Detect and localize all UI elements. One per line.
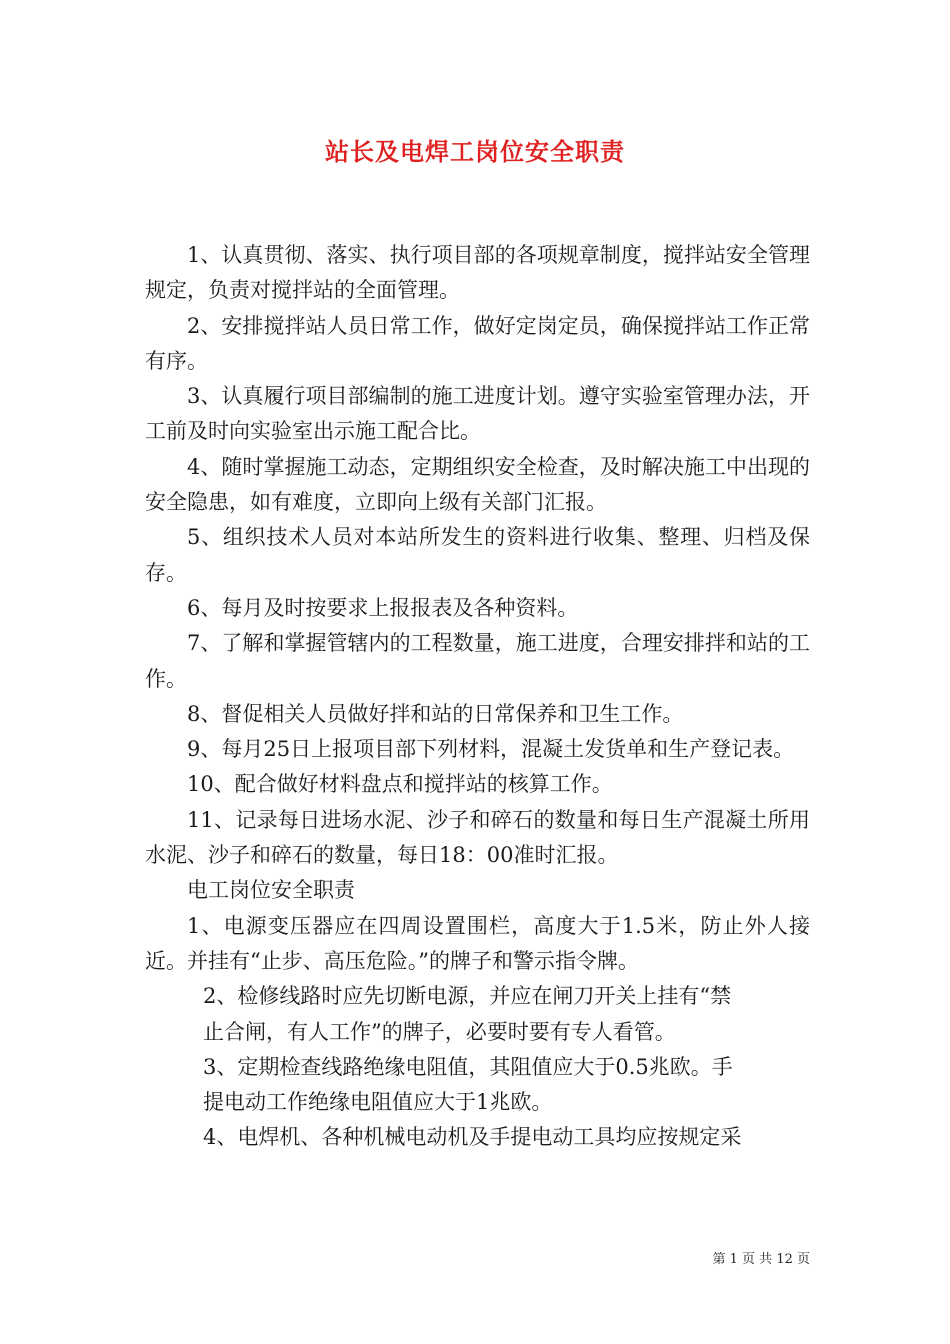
- paragraph-11: 11、记录每日进场水泥、沙子和碎石的数量和每日生产混凝土所用水泥、沙子和碎石的数量，每日18：00准时汇报。: [145, 807, 810, 868]
- electrician-item-2: [145, 979, 783, 1050]
- paragraph-3: 3、认真履行项目部编制的施工进度计划。遵守实验室管理办法，开工前及时向实验室出示施工配合比。: [145, 384, 810, 444]
- electrician-item-2-line2: 止合闸，有人工作”的牌子，必要时要有专人看管。: [203, 1019, 676, 1044]
- document-body: [145, 238, 810, 1156]
- paragraph-4: 4、随时掌握施工动态，定期组织安全检查，及时解决施工中出现的安全隐患，如有难度，立即向上级有关部门汇报。: [145, 454, 810, 515]
- electrician-item-4-line1: 4、电焊机、各种机械电动机及手提电动工具均应按规定采: [203, 1125, 742, 1150]
- paragraph-10: 10、配合做好材料盘点和搅拌站的核算工作。: [187, 772, 613, 797]
- electrician-item-3: [145, 1050, 783, 1121]
- paragraph-2: 2、安排搅拌站人员日常工作，做好定岗定员，确保搅拌站工作正常有序。: [145, 313, 810, 373]
- paragraph-9: 9、每月25日上报项目部下列材料，混凝土发货单和生产登记表。: [187, 737, 795, 762]
- electrician-item-4: [145, 1120, 783, 1155]
- paragraph-8: 8、督促相关人员做好拌和站的日常保养和卫生工作。: [187, 701, 684, 726]
- section-heading-electrician: 电工岗位安全职责: [187, 878, 355, 903]
- electrician-item-3-line1: 3、定期检查线路绝缘电阻值，其阻值应大于0.5兆欧。手: [203, 1054, 733, 1079]
- paragraph-5: 5、组织技术人员对本站所发生的资料进行收集、整理、归档及保存。: [145, 525, 810, 585]
- paragraph-7: 7、了解和掌握管辖内的工程数量，施工进度，合理安排拌和站的工作。: [145, 631, 810, 691]
- electrician-item-2-line1: 2、检修线路时应先切断电源，并应在闸刀开关上挂有“禁: [203, 984, 732, 1009]
- electrician-item-1: 1、电源变压器应在四周设置围栏，高度大于1.5米，防止外人接近。并挂有“止步、高压危险。”的牌子和警示指令牌。: [145, 913, 810, 973]
- electrician-item-3-line2: 提电动工作绝缘电阻值应大于1兆欧。: [203, 1090, 553, 1115]
- paragraph-1: 1、认真贯彻、落实、执行项目部的各项规章制度，搅拌站安全管理规定，负责对搅拌站的全面管理。: [145, 243, 810, 303]
- paragraph-6: 6、每月及时按要求上报报表及各种资料。: [187, 595, 579, 620]
- page-footer: 第 1 页 共 12 页: [712, 1252, 810, 1267]
- document-title: 站长及电焊工岗位安全职责: [325, 137, 625, 166]
